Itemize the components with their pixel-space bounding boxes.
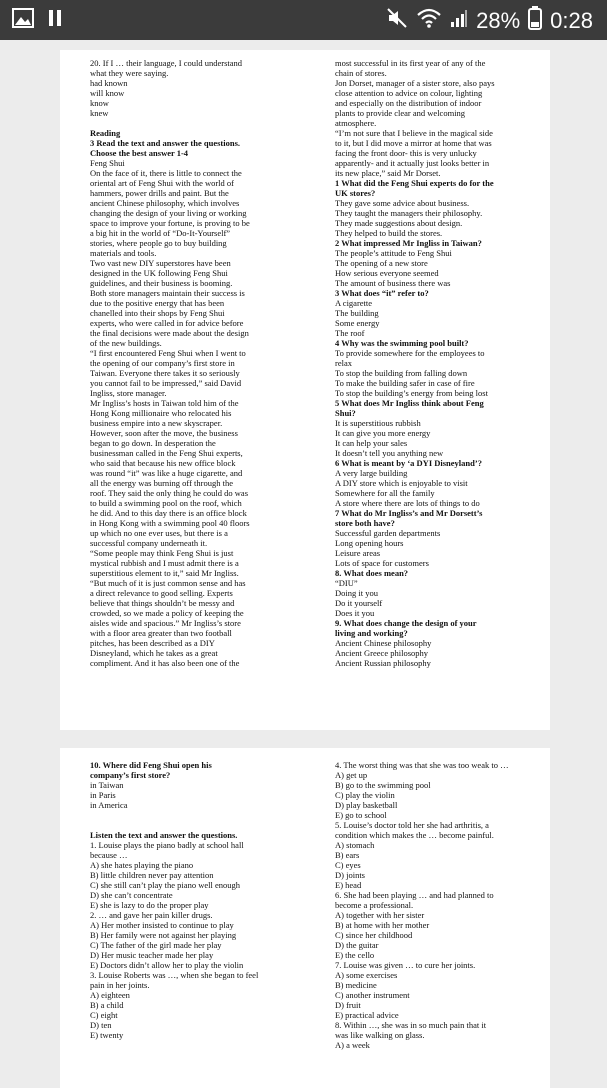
text-line: C) The father of the girl made her play (90, 940, 222, 950)
text-line: They gave some advice about business. (335, 198, 470, 208)
text-line: Jon Dorset, manager of a sister store, also pays (335, 78, 495, 88)
text-line: crowded, so we made a policy of keeping the (90, 608, 244, 618)
text-line: B) Her family were not against her playing (90, 930, 237, 940)
text-line: 20. If I … their language, I could understand (90, 58, 243, 68)
wifi-icon (416, 7, 442, 35)
text-line: E) practical advice (335, 1010, 399, 1020)
text-line: “I first encountered Feng Shui when I went to (90, 348, 246, 358)
pause-icon (48, 8, 62, 33)
text-line: compliment. And it has also been one of the (90, 658, 240, 668)
text-line: pitches, has been described as a DIY (90, 638, 215, 648)
text-line: Ancient Greece philosophy (335, 648, 428, 658)
column-right (335, 58, 545, 668)
text-line-bold: 2 What impressed Mr Ingliss in Taiwan? (335, 238, 482, 248)
text-line: E) she is lazy to do the proper play (90, 900, 209, 910)
text-line: experts, who were called in for advice before (90, 318, 244, 328)
text-line-bold: Reading (90, 128, 121, 138)
text-line: A very large building (335, 468, 408, 478)
text-line: believe that things shouldn’t be messy and (90, 598, 235, 608)
text-line: Ingliss, store manager. (90, 388, 167, 398)
text-line: materials and tools. (90, 248, 157, 258)
text-line: To make the building safer in case of fire (335, 378, 475, 388)
text-line: its new place,” said Mr Dorset. (335, 168, 441, 178)
text-line: aisles wide and spacious.” Mr Ingliss’s store (90, 618, 241, 628)
text-line: The amount of business there was (335, 278, 451, 288)
text-line: plants to provide clear and welcoming (335, 108, 466, 118)
text-line: of the new buildings. (90, 338, 162, 348)
text-line: 7. Louise was given … to cure her joints. (335, 960, 476, 970)
mute-icon (386, 7, 408, 35)
image-icon (12, 8, 34, 33)
text-line: B) ears (335, 850, 360, 860)
text-line: 3. Louise Roberts was …, when she began to feel (90, 970, 259, 980)
text-line: chanelled into their shops by Feng Shui (90, 308, 225, 318)
text-line: E) go to school (335, 810, 387, 820)
text-line: designed in the UK following Feng Shui (90, 268, 228, 278)
text-line: It is superstitious rubbish (335, 418, 421, 428)
text-line: To stop the building’s energy from being lost (335, 388, 488, 398)
text-line: Doing it you (335, 588, 378, 598)
text-line: B) a child (90, 1000, 124, 1010)
text-line-bold: UK stores? (335, 188, 376, 198)
text-line: A) together with her sister (335, 910, 425, 920)
text-line: Disneyland, which he takes as a great (90, 648, 218, 658)
text-line-bold: Listen the text and answer the questions. (90, 830, 238, 840)
text-line: The roof (335, 328, 365, 338)
text-line: “Some people may think Feng Shui is just (90, 548, 234, 558)
text-line: in Paris (90, 790, 116, 800)
text-line: in Hong Kong with a swimming pool 40 floors (90, 518, 250, 528)
text-line: a big hit in the world of “Do-It-Yourself” (90, 228, 231, 238)
text-line: apparently- and it actually just looks better in (335, 158, 490, 168)
text-line: E) head (335, 880, 362, 890)
text-line: C) play the violin (335, 790, 395, 800)
text-line: It doesn’t tell you anything new (335, 448, 444, 458)
text-line: Mr Ingliss’s hosts in Taiwan told him of the (90, 398, 239, 408)
text-line: The people’s attitude to Feng Shui (335, 248, 452, 258)
text-line: However, soon after the move, the business (90, 428, 238, 438)
text-line: become a professional. (335, 900, 414, 910)
text-line: A cigarette (335, 298, 373, 308)
text-line: had known (90, 78, 128, 88)
text-line: A store where there are lots of things to do (335, 498, 480, 508)
text-line: up which no one ever uses, but there is a (90, 528, 228, 538)
text-line: E) twenty (90, 1030, 124, 1040)
text-line: he did. And to this day there is an office block (90, 508, 247, 518)
text-line (90, 118, 280, 128)
text-line: A DIY store which is enjoyable to visit (335, 478, 468, 488)
text-line: D) ten (90, 1020, 112, 1030)
clock-time: 0:28 (550, 8, 593, 33)
text-line: Ancient Chinese philosophy (335, 638, 432, 648)
text-line: 5. Louise’s doctor told her she had arthritis, a (335, 820, 489, 830)
text-line: atmosphere. (335, 118, 377, 128)
text-line: close attention to advice on colour, lighting (335, 88, 483, 98)
text-line: know (90, 98, 109, 108)
text-line: a direct relevance to good selling. Experts (90, 588, 233, 598)
text-line-bold: store both have? (335, 518, 395, 528)
text-line: The building (335, 308, 379, 318)
text-line: Hong Kong millionaire who relocated his (90, 408, 232, 418)
text-line: superstitious element to it,” said Mr Ingliss. (90, 568, 239, 578)
text-line: oriental art of Feng Shui with the world of (90, 178, 235, 188)
text-line: to build a swimming pool on the roof, which (90, 498, 242, 508)
text-line: space to improve your fortune, is proving to be (90, 218, 250, 228)
text-line: Two vast new DIY superstores have been (90, 258, 231, 268)
text-line: E) the cello (335, 950, 375, 960)
text-line: They taught the managers their philosophy. (335, 208, 483, 218)
text-line-bold: 10. Where did Feng Shui open his (90, 760, 212, 770)
text-line: condition which makes the … become painful. (335, 830, 494, 840)
text-line: C) another instrument (335, 990, 410, 1000)
text-line-bold: 9. What does change the design of your (335, 618, 477, 628)
text-line: businessman called in the Feng Shui experts, (90, 448, 243, 458)
text-line: all the energy was burning off through the (90, 478, 233, 488)
text-line: the final decisions were made about the design (90, 328, 249, 338)
text-line: Some energy (335, 318, 380, 328)
document-page-2[interactable] (60, 748, 550, 1088)
text-line: Does it you (335, 608, 375, 618)
text-line-bold: 6 What is meant by ‘a DYI Disneyland’? (335, 458, 482, 468)
text-line-bold: living and working? (335, 628, 408, 638)
text-line: relax (335, 358, 352, 368)
text-line: ancient Chinese philosophy, which involves (90, 198, 240, 208)
text-line-bold: 5 What does Mr Ingliss think about Feng (335, 398, 484, 408)
text-line: To provide somewhere for the employees to (335, 348, 485, 358)
text-line: and especially on the distribution of indoor (335, 98, 482, 108)
text-line (90, 810, 295, 820)
text-line (90, 820, 295, 830)
text-line: business empire into a new skyscraper. (90, 418, 223, 428)
column-left (90, 58, 280, 668)
text-line-bold: 8. What does mean? (335, 568, 409, 578)
text-line: D) the guitar (335, 940, 379, 950)
text-line: Somewhere for all the family (335, 488, 435, 498)
text-line: They helped to build the stores. (335, 228, 443, 238)
text-line: changing the design of your living or working (90, 208, 247, 218)
battery-percent: 28% (476, 8, 521, 33)
text-line: B) at home with her mother (335, 920, 430, 930)
text-line: who said that because his new office block (90, 458, 236, 468)
text-line: Feng Shui (90, 158, 125, 168)
text-line: in Taiwan (90, 780, 124, 790)
text-line: guidelines, and their business is booming. (90, 278, 233, 288)
text-line: roof. They said the only thing he could do was (90, 488, 249, 498)
text-line: C) eyes (335, 860, 361, 870)
text-line: D) play basketball (335, 800, 398, 810)
text-line: 6. She had been playing … and had planned to (335, 890, 494, 900)
text-line: Do it yourself (335, 598, 383, 608)
text-line: C) she still can’t play the piano well enough (90, 880, 240, 890)
status-bar (0, 0, 607, 40)
text-line: Both store managers maintain their success is (90, 288, 245, 298)
text-line: chain of stores. (335, 68, 387, 78)
text-line: will know (90, 88, 125, 98)
text-line: A) get up (335, 770, 368, 780)
text-line: Long opening hours (335, 538, 404, 548)
text-line-bold: 3 Read the text and answer the questions. (90, 138, 241, 148)
text-line: D) fruit (335, 1000, 361, 1010)
text-line: A) eighteen (90, 990, 130, 1000)
text-line: mystical rubbish and I must admit there is a (90, 558, 239, 568)
text-line: To stop the building from falling down (335, 368, 468, 378)
text-line-bold: 7 What do Mr Ingliss’s and Mr Dorsett’s (335, 508, 483, 518)
text-line: “DIU” (335, 578, 358, 588)
text-line: was round “it” was like a huge cigarette, and (90, 468, 243, 478)
text-line: D) she can’t concentrate (90, 890, 173, 900)
text-line-bold: Shui? (335, 408, 356, 418)
text-line: Lots of space for customers (335, 558, 429, 568)
text-line: 8. Within …, she was in so much pain that it (335, 1020, 487, 1030)
text-line: B) go to the swimming pool (335, 780, 431, 790)
text-line-bold: 4 Why was the swimming pool built? (335, 338, 469, 348)
text-line: It can give you more energy (335, 428, 431, 438)
document-page-1[interactable] (60, 50, 550, 730)
text-line: How serious everyone seemed (335, 268, 439, 278)
text-line: knew (90, 108, 109, 118)
text-line: the opening of our company’s first store in (90, 358, 235, 368)
column-left (90, 760, 295, 1040)
text-line: in America (90, 800, 128, 810)
text-line: B) medicine (335, 980, 377, 990)
text-line: due to the positive energy that has been (90, 298, 225, 308)
text-line: stories, where people go to buy building (90, 238, 227, 248)
text-line: A) some exercises (335, 970, 398, 980)
text-line: facing the front door- this is very unlucky (335, 148, 477, 158)
column-right (335, 760, 545, 1050)
text-line: D) joints (335, 870, 365, 880)
text-line: A) Her mother insisted to continue to play (90, 920, 234, 930)
text-line: A) she hates playing the piano (90, 860, 194, 870)
text-line: was like walking on glass. (335, 1030, 425, 1040)
text-line: with a floor area greater than two football (90, 628, 232, 638)
text-line: “I’m not sure that I believe in the magical side (335, 128, 493, 138)
text-line: successful company underneath it. (90, 538, 208, 548)
battery-icon (528, 6, 542, 36)
text-line: began to go down. In desperation the (90, 438, 216, 448)
text-line: A) stomach (335, 840, 375, 850)
text-line: “But much of it is just common sense and has (90, 578, 246, 588)
text-line: They made suggestions about design. (335, 218, 463, 228)
text-line: most successful in its first year of any of the (335, 58, 486, 68)
text-line: 1. Louise plays the piano badly at school hall (90, 840, 244, 850)
text-line-bold: Choose the best answer 1-4 (90, 148, 189, 158)
text-line-bold: 1 What did the Feng Shui experts do for the (335, 178, 494, 188)
text-line: to it, but I did move a mirror at home that was (335, 138, 492, 148)
text-line: hammers, power drills and paint. But the (90, 188, 229, 198)
text-line: On the face of it, there is little to connect the (90, 168, 242, 178)
text-line: pain in her joints. (90, 980, 150, 990)
text-line: A) a week (335, 1040, 370, 1050)
text-line: Successful garden departments (335, 528, 441, 538)
text-line: you cannot fail to be impressed,” said David (90, 378, 242, 388)
text-line: 2. … and gave her pain killer drugs. (90, 910, 213, 920)
text-line: The opening of a new store (335, 258, 428, 268)
text-line: Ancient Russian philosophy (335, 658, 431, 668)
text-line-bold: company’s first store? (90, 770, 171, 780)
text-line: C) since her childhood (335, 930, 413, 940)
text-line: D) Her music teacher made her play (90, 950, 214, 960)
signal-icon (450, 8, 468, 34)
text-line: B) little children never pay attention (90, 870, 214, 880)
text-line: what they were saying. (90, 68, 169, 78)
text-line: Taiwan. Everyone there takes it so seriously (90, 368, 240, 378)
text-line: C) eight (90, 1010, 118, 1020)
text-line-bold: 3 What does “it” refer to? (335, 288, 429, 298)
text-line: Leisure areas (335, 548, 381, 558)
text-line: E) Doctors didn’t allow her to play the violin (90, 960, 244, 970)
text-line: because … (90, 850, 128, 860)
text-line: It can help your sales (335, 438, 408, 448)
text-line: 4. The worst thing was that she was too weak to … (335, 760, 509, 770)
